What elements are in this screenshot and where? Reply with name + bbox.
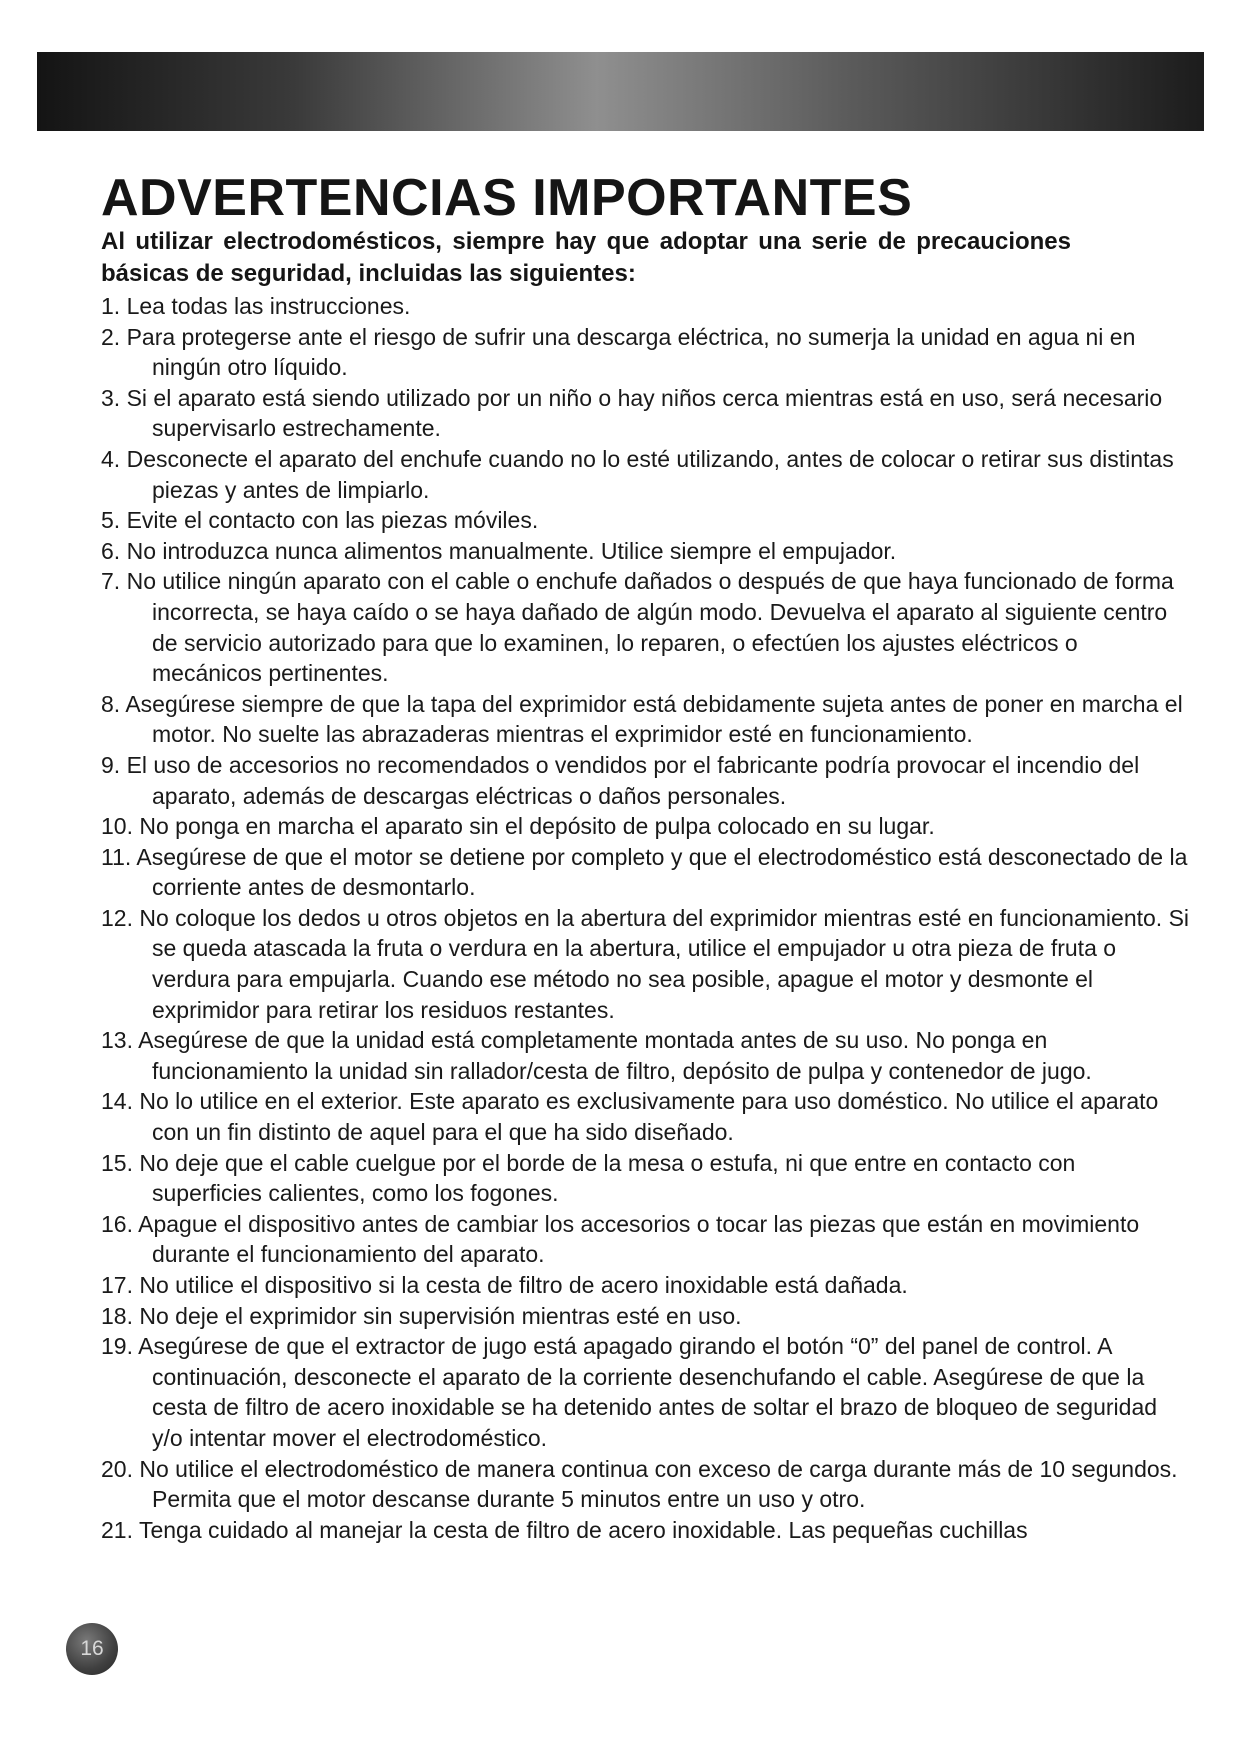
rule-number: 19. [101, 1333, 133, 1360]
page-number-badge: 16 [66, 1623, 118, 1675]
list-item [101, 1025, 1191, 1086]
rule-number: 9. [101, 751, 121, 778]
rule-text: No utilice el electrodoméstico de manera continua con exceso de carga durante más de 10 segundos. Permita que el motor descanse durante 5 minutos entre un uso y otro. [139, 1455, 1178, 1513]
header-bar [37, 52, 1204, 131]
rule-text: No ponga en marcha el aparato sin el depósito de pulpa colocado en su lugar. [139, 813, 935, 840]
list-item [101, 1086, 1191, 1147]
list-item [101, 505, 1191, 536]
list-item [101, 689, 1191, 750]
rule-number: 15. [101, 1149, 133, 1176]
list-item [101, 903, 1191, 1025]
safety-rules-list [101, 291, 1191, 1545]
list-item [101, 811, 1191, 842]
list-item [101, 1454, 1191, 1515]
rule-text: Si el aparato está siendo utilizado por un niño o hay niños cerca mientras está en uso, será necesario supervisarlo estrechamente. [126, 384, 1163, 442]
rule-text: Evite el contacto con las piezas móviles. [126, 507, 539, 534]
list-item [101, 291, 1191, 322]
rule-number: 4. [101, 445, 121, 472]
rule-number: 1. [101, 293, 121, 319]
rule-text: Asegúrese de que el motor se detiene por completo y que el electrodoméstico está desconectado de la corriente antes de desmontarlo. [136, 843, 1188, 901]
rule-number: 3. [101, 384, 121, 411]
rule-text: Asegúrese siempre de que la tapa del exprimidor está debidamente sujeta antes de poner en marcha el motor. No suelte las abrazaderas mientras el exprimidor esté en funcionamiento. [125, 690, 1183, 748]
rule-text: No deje que el cable cuelgue por el borde de la mesa o estufa, ni que entre en contacto con superficies calientes, como los fogones. [139, 1149, 1076, 1207]
list-item [101, 842, 1191, 903]
list-item [101, 1270, 1191, 1301]
rule-text: Lea todas las instrucciones. [126, 293, 411, 319]
rule-text: Para protegerse ante el riesgo de sufrir una descarga eléctrica, no sumerja la unidad en agua ni en ningún otro líquido. [126, 323, 1136, 381]
list-item [101, 1148, 1191, 1209]
list-item [101, 1301, 1191, 1332]
rule-number: 5. [101, 507, 121, 534]
rule-number: 20. [101, 1455, 133, 1482]
list-item [101, 1331, 1191, 1453]
rule-number: 8. [101, 690, 121, 717]
rule-number: 13. [101, 1027, 133, 1054]
rule-text: Apague el dispositivo antes de cambiar los accesorios o tocar las piezas que están en movimiento durante el funcionamiento del aparato. [138, 1210, 1140, 1268]
rule-text: Asegúrese de que el extractor de jugo está apagado girando el botón “0” del panel de control. A continuación, desconecte el aparato de la corriente desenchufando el cable. Asegúrese de que la cesta de filtro de acero inoxidable se ha detenido antes de soltar el brazo de bloqueo de seguridad y/o intentar mover el electrodoméstico. [138, 1333, 1158, 1451]
rule-text: Asegúrese de que la unidad está completamente montada antes de su uso. No ponga en funcionamiento la unidad sin rallador/cesta de filtro, depósito de pulpa y contenedor de jugo. [138, 1027, 1092, 1084]
list-item [101, 536, 1191, 567]
rule-text: No utilice el dispositivo si la cesta de filtro de acero inoxidable está dañada. [139, 1272, 908, 1298]
rule-number: 14. [101, 1088, 133, 1115]
list-item [101, 1209, 1191, 1270]
page-title: ADVERTENCIAS IMPORTANTES [101, 169, 913, 227]
list-item [101, 566, 1191, 688]
rule-number: 17. [101, 1272, 133, 1298]
rule-text: Desconecte el aparato del enchufe cuando no lo esté utilizando, antes de colocar o retirar sus distintas piezas y antes de limpiarlo. [126, 445, 1174, 503]
rule-number: 18. [101, 1302, 133, 1329]
rule-number: 7. [101, 568, 121, 595]
rule-text: No coloque los dedos u otros objetos en la abertura del exprimidor mientras esté en funcionamiento. Si se queda atascada la fruta o verdura en la abertura, utilice el empujador u otra pieza de fruta o verdura para empujarla. Cuando ese método no sea posible, apague el motor y desmonte el exprimidor para retirar los residuos restantes. [139, 904, 1190, 1023]
rule-text: No introduzca nunca alimentos manualmente. Utilice siempre el empujador. [126, 537, 897, 564]
rule-text: No utilice ningún aparato con el cable o enchufe dañados o después de que haya funcionado de forma incorrecta, se haya caído o se haya dañado de algún modo. Devuelva el aparato al siguiente centro de servicio autorizado para que lo examinen, lo reparen, o efectúen los ajustes eléctricos o mecánicos pertinentes. [126, 568, 1174, 687]
list-item [101, 322, 1191, 383]
list-item [101, 1515, 1191, 1546]
rule-text: Tenga cuidado al manejar la cesta de filtro de acero inoxidable. Las pequeñas cuchillas [138, 1516, 1028, 1543]
rule-number: 2. [101, 323, 121, 350]
rule-text: El uso de accesorios no recomendados o vendidos por el fabricante podría provocar el incendio del aparato, además de descargas eléctricas o daños personales. [126, 751, 1140, 809]
rule-number: 12. [101, 904, 133, 931]
rule-text: No lo utilice en el exterior. Este aparato es exclusivamente para uso doméstico. No utilice el aparato con un fin distinto de aquel para el que ha sido diseñado. [139, 1088, 1159, 1146]
rule-number: 10. [101, 813, 133, 840]
rule-text: No deje el exprimidor sin supervisión mientras esté en uso. [139, 1302, 742, 1329]
list-item [101, 750, 1191, 811]
rule-number: 11. [101, 843, 132, 870]
list-item [101, 444, 1191, 505]
list-item [101, 383, 1191, 444]
rule-number: 16. [101, 1210, 133, 1237]
rule-number: 21. [101, 1516, 133, 1543]
rule-number: 6. [101, 537, 121, 564]
intro-text: Al utilizar electrodomésticos, siempre hay que adoptar una serie de precauciones básicas de seguridad, incluidas las siguientes: [101, 228, 1071, 287]
